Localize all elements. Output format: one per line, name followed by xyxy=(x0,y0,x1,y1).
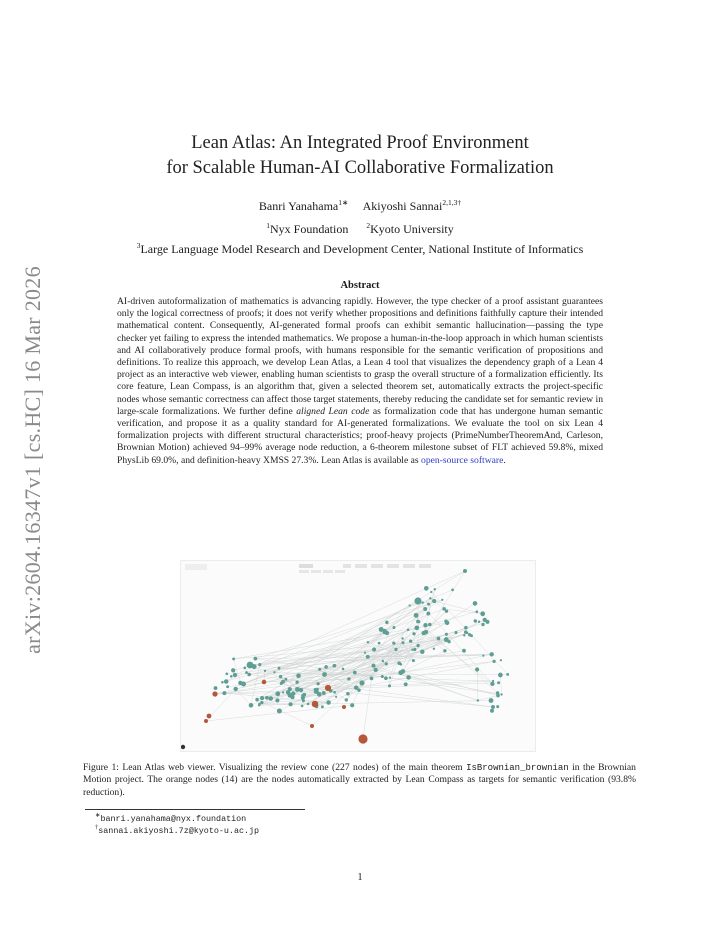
graph-node xyxy=(497,681,500,684)
abstract-text-2: as formalization code that has undergone human semantic verification, and propose it as a quality standard for AI-generated formalizations. We evaluate the tool on six Lean 4 formalization projects with different structural characteristics; proof-heavy projects (PrimeNumberTheoremAnd, Carleson, Brownian Motion) achieved 94–99% average node reduction, a 6-theorem milestone subset of FLT achieved 59.8%, mixed PhysLib 69.0%, and definition-heavy XMSS 27.3%. Lean Atlas is available as xyxy=(117,405,604,466)
graph-node xyxy=(385,662,388,665)
graph-node xyxy=(420,650,424,654)
graph-node xyxy=(475,667,479,671)
affiliations-line-2 xyxy=(0,242,720,257)
graph-node xyxy=(230,675,233,678)
graph-node xyxy=(404,682,408,686)
footnote-1-email: banri.yanahama@nyx.foundation xyxy=(100,814,247,824)
author-list xyxy=(0,199,720,214)
author-1-name: Banri Yanahama xyxy=(258,199,339,213)
abstract-body xyxy=(117,296,603,467)
graph-node xyxy=(249,703,254,708)
author-2-name: Akiyoshi Sannai xyxy=(362,199,443,213)
graph-node xyxy=(296,673,301,678)
graph-node xyxy=(444,637,449,642)
graph-node xyxy=(496,705,499,708)
author-1-affil-mark: 1∗ xyxy=(338,198,349,207)
graph-node xyxy=(359,680,364,685)
abstract-text-1: AI-driven autoformalization of mathematics is advancing rapidly. However, the type checker of a proof assistant guarantees only the logical correctness of proofs; it does not verify whether propositions and definitions faithfully capture their intended mathematical content. Consequently, AI-generated formal proofs can exhibit semantic hallucination—passing the type checker yet failing to express the intended mathematics. We propose a human-in-the-loop approach in which human scientists and AI collaboratively produce formal proofs, with humans responsible for the semantic verification of propositions and definitions. To realize this approach, we develop Lean Atlas, a Lean 4 tool that visualizes the dependency graph of a Lean 4 project as an interactive web viewer, enabling human scientists to grasp the overall structure of a formalization efficiently. Its core feature, Lean Compass, is an algorithm that, given a selected theorem set, automatically extracts the project-specific nodes whose semantic correctness can affect those target statements, thereby reducing the candidate set for semantic review in large-scale formalizations. We further define xyxy=(117,296,603,417)
graph-node xyxy=(445,610,448,613)
graph-node xyxy=(367,641,369,643)
graph-node xyxy=(492,660,495,663)
graph-node xyxy=(388,684,391,687)
graph-node xyxy=(233,673,237,677)
graph-node xyxy=(277,709,282,714)
graph-node xyxy=(413,648,416,651)
graph-node xyxy=(454,631,457,634)
footnote-2 xyxy=(95,826,259,836)
graph-node xyxy=(490,709,494,713)
graph-node xyxy=(278,667,281,670)
graph-node xyxy=(355,686,358,689)
graph-node xyxy=(321,705,324,708)
caption-text-2: in the Brownian Motion project. The orange nodes (14) are the nodes automatically extracted by Lean Compass as targets for semantic verification (93.8% reduction). xyxy=(83,762,636,798)
graph-node xyxy=(402,641,405,644)
graph-node xyxy=(295,681,298,684)
graph-node xyxy=(342,668,345,671)
graph-node xyxy=(462,649,466,653)
graph-node xyxy=(481,623,484,626)
graph-node xyxy=(463,634,465,636)
graph-node xyxy=(231,668,235,672)
compass-target-node xyxy=(358,734,367,743)
graph-node xyxy=(427,603,430,606)
graph-node xyxy=(307,703,310,706)
graph-node xyxy=(466,632,468,634)
graph-node xyxy=(482,654,484,656)
graph-node xyxy=(232,657,235,660)
figure-1-screenshot xyxy=(180,560,536,752)
graph-node xyxy=(444,619,447,622)
graph-node xyxy=(301,694,304,697)
graph-node xyxy=(500,693,502,695)
compass-target-node xyxy=(262,680,267,685)
compass-target-node xyxy=(325,685,331,691)
author-2-affil-mark: 2,1,3† xyxy=(442,198,462,207)
graph-node xyxy=(275,691,280,696)
graph-node xyxy=(480,611,485,616)
graph-node xyxy=(333,664,337,668)
graph-node xyxy=(258,663,261,666)
graph-node xyxy=(411,649,413,651)
graph-node xyxy=(392,642,395,645)
graph-node xyxy=(379,627,384,632)
affil-1-mark: 1 xyxy=(266,221,270,230)
graph-node xyxy=(214,686,218,690)
graph-node xyxy=(473,601,478,606)
compass-target-node xyxy=(310,724,314,728)
graph-node xyxy=(389,676,391,678)
graph-node xyxy=(491,705,495,709)
graph-node xyxy=(478,620,480,622)
caption-text-1: Lean Atlas web viewer. Visualizing the review cone (227 nodes) of the main theorem xyxy=(122,762,467,773)
graph-node xyxy=(412,659,415,662)
graph-node xyxy=(372,647,376,651)
graph-node xyxy=(401,637,403,639)
affil-3-name: Large Language Model Research and Development Center, National Institute of Informatics xyxy=(140,242,584,256)
graph-node xyxy=(393,626,396,629)
graph-node xyxy=(428,623,432,627)
graph-node xyxy=(414,625,419,630)
graph-node xyxy=(318,668,321,671)
page-number: 1 xyxy=(357,872,363,883)
graph-node xyxy=(299,688,303,692)
graph-node xyxy=(247,673,251,677)
graph-node xyxy=(364,651,366,653)
graph-node xyxy=(275,698,279,702)
arxiv-identifier: arXiv:2604.16347v1 [cs.HC] 16 Mar 2026 xyxy=(20,266,46,654)
graph-node xyxy=(293,692,296,695)
graph-node xyxy=(350,703,354,707)
graph-node xyxy=(477,699,479,701)
graph-node xyxy=(409,604,411,606)
graph-node xyxy=(346,692,350,696)
graph-node xyxy=(374,668,378,672)
graph-node xyxy=(264,670,266,672)
graph-node xyxy=(273,671,275,673)
graph-node xyxy=(430,591,432,593)
graph-node xyxy=(416,620,420,624)
graph-node xyxy=(366,655,370,659)
graph-node xyxy=(406,675,411,680)
graph-node xyxy=(234,687,238,691)
graph-node xyxy=(254,657,258,661)
graph-node xyxy=(282,691,284,693)
graph-node xyxy=(326,700,330,704)
graph-node xyxy=(429,597,431,599)
graph-node xyxy=(281,680,285,684)
graph-node xyxy=(486,620,490,624)
figure-label: Figure 1: xyxy=(83,762,119,773)
graph-node xyxy=(286,690,290,694)
graph-node xyxy=(245,671,248,674)
graph-node xyxy=(441,599,443,601)
compass-target-node xyxy=(312,701,319,708)
graph-node xyxy=(314,688,317,691)
graph-node xyxy=(490,682,494,686)
graph-node xyxy=(445,633,448,636)
graph-node xyxy=(289,702,293,706)
graph-node xyxy=(382,660,384,662)
graph-node xyxy=(416,644,419,647)
graph-node xyxy=(181,745,185,749)
graph-node xyxy=(224,679,229,684)
graph-node xyxy=(243,667,246,670)
abstract-emphasis: aligned Lean code xyxy=(296,405,370,417)
graph-node xyxy=(506,673,509,676)
graph-node xyxy=(432,599,436,603)
graph-node xyxy=(433,648,435,650)
graph-node xyxy=(498,673,503,678)
affiliations-line-1 xyxy=(0,222,720,237)
graph-node xyxy=(222,691,226,695)
graph-node xyxy=(426,612,430,616)
graph-node xyxy=(381,675,384,678)
graph-node xyxy=(423,623,427,627)
graph-node xyxy=(414,597,421,604)
affil-3-mark: 3 xyxy=(136,241,141,250)
graph-node xyxy=(489,698,494,703)
graph-node xyxy=(384,676,388,680)
graph-node xyxy=(335,696,337,698)
graph-node xyxy=(492,680,494,682)
graph-node xyxy=(463,569,467,573)
affil-1-name: Nyx Foundation xyxy=(269,222,349,236)
graph-node xyxy=(353,671,357,675)
graph-node xyxy=(470,634,473,637)
graph-node xyxy=(490,652,494,656)
graph-node xyxy=(424,586,429,591)
graph-node xyxy=(476,610,479,613)
graph-node xyxy=(496,694,500,698)
graph-node xyxy=(265,696,269,700)
graph-node xyxy=(412,632,415,635)
graph-node xyxy=(258,704,261,707)
graph-node xyxy=(385,631,389,635)
graph-node xyxy=(345,698,348,701)
compass-target-node xyxy=(342,705,346,709)
graph-node xyxy=(301,705,304,708)
abstract-end: . xyxy=(503,454,506,466)
graph-node xyxy=(371,664,375,668)
graph-node xyxy=(451,589,454,592)
graph-node xyxy=(316,682,319,685)
graph-node xyxy=(385,621,388,624)
graph-node xyxy=(394,648,397,651)
graph-node xyxy=(409,640,412,643)
graph-node xyxy=(225,672,228,675)
graph-node xyxy=(238,681,242,685)
compass-target-node xyxy=(204,719,208,723)
graph-node xyxy=(347,677,350,680)
graph-node xyxy=(284,678,287,681)
dependency-graph-figure xyxy=(181,561,535,751)
graph-node xyxy=(474,619,477,622)
graph-node xyxy=(500,659,502,661)
compass-target-node xyxy=(207,714,212,719)
graph-node xyxy=(322,691,326,695)
graph-node xyxy=(423,607,427,611)
graph-node xyxy=(407,628,410,631)
graph-node xyxy=(260,701,263,704)
figure-1-caption xyxy=(83,762,636,799)
graph-node xyxy=(437,637,441,641)
affil-2-name: Kyoto University xyxy=(370,222,454,236)
graph-node xyxy=(443,649,446,652)
paper-title-line-1: Lean Atlas: An Integrated Proof Environment xyxy=(191,133,529,153)
graph-node xyxy=(400,663,403,666)
graph-node xyxy=(422,601,424,603)
graph-node xyxy=(324,665,328,669)
graph-node xyxy=(279,675,282,678)
footnote-2-email: sannai.akiyoshi.7z@kyoto-u.ac.jp xyxy=(98,826,260,836)
graph-node xyxy=(290,695,294,699)
footnote-1 xyxy=(95,814,246,824)
open-source-link[interactable]: open-source software xyxy=(421,454,504,466)
paper-title-line-2: for Scalable Human-AI Collaborative Formalization xyxy=(166,158,554,178)
graph-node xyxy=(322,672,327,677)
abstract-heading: Abstract xyxy=(340,280,380,291)
footnote-2-mark: † xyxy=(95,824,99,832)
graph-node xyxy=(434,588,436,590)
graph-node xyxy=(398,670,403,675)
graph-node xyxy=(226,685,229,688)
compass-target-node xyxy=(212,691,217,696)
affil-2-mark: 2 xyxy=(366,221,371,230)
graph-node xyxy=(414,613,419,618)
graph-node xyxy=(421,631,425,635)
footnote-rule xyxy=(85,809,305,810)
caption-theorem-code: IsBrownian_brownian xyxy=(466,763,569,773)
arxiv-sidebar-stamp xyxy=(18,260,48,660)
graph-node xyxy=(255,698,259,702)
graph-node xyxy=(302,699,305,702)
graph-node xyxy=(260,696,264,700)
graph-node xyxy=(464,626,468,630)
graph-node xyxy=(247,662,254,669)
graph-node xyxy=(370,677,374,681)
graph-node xyxy=(221,681,224,684)
footnote-1-mark: ∗ xyxy=(95,812,101,820)
graph-node xyxy=(269,696,273,700)
graph-node xyxy=(333,691,336,694)
graph-node xyxy=(378,642,381,645)
